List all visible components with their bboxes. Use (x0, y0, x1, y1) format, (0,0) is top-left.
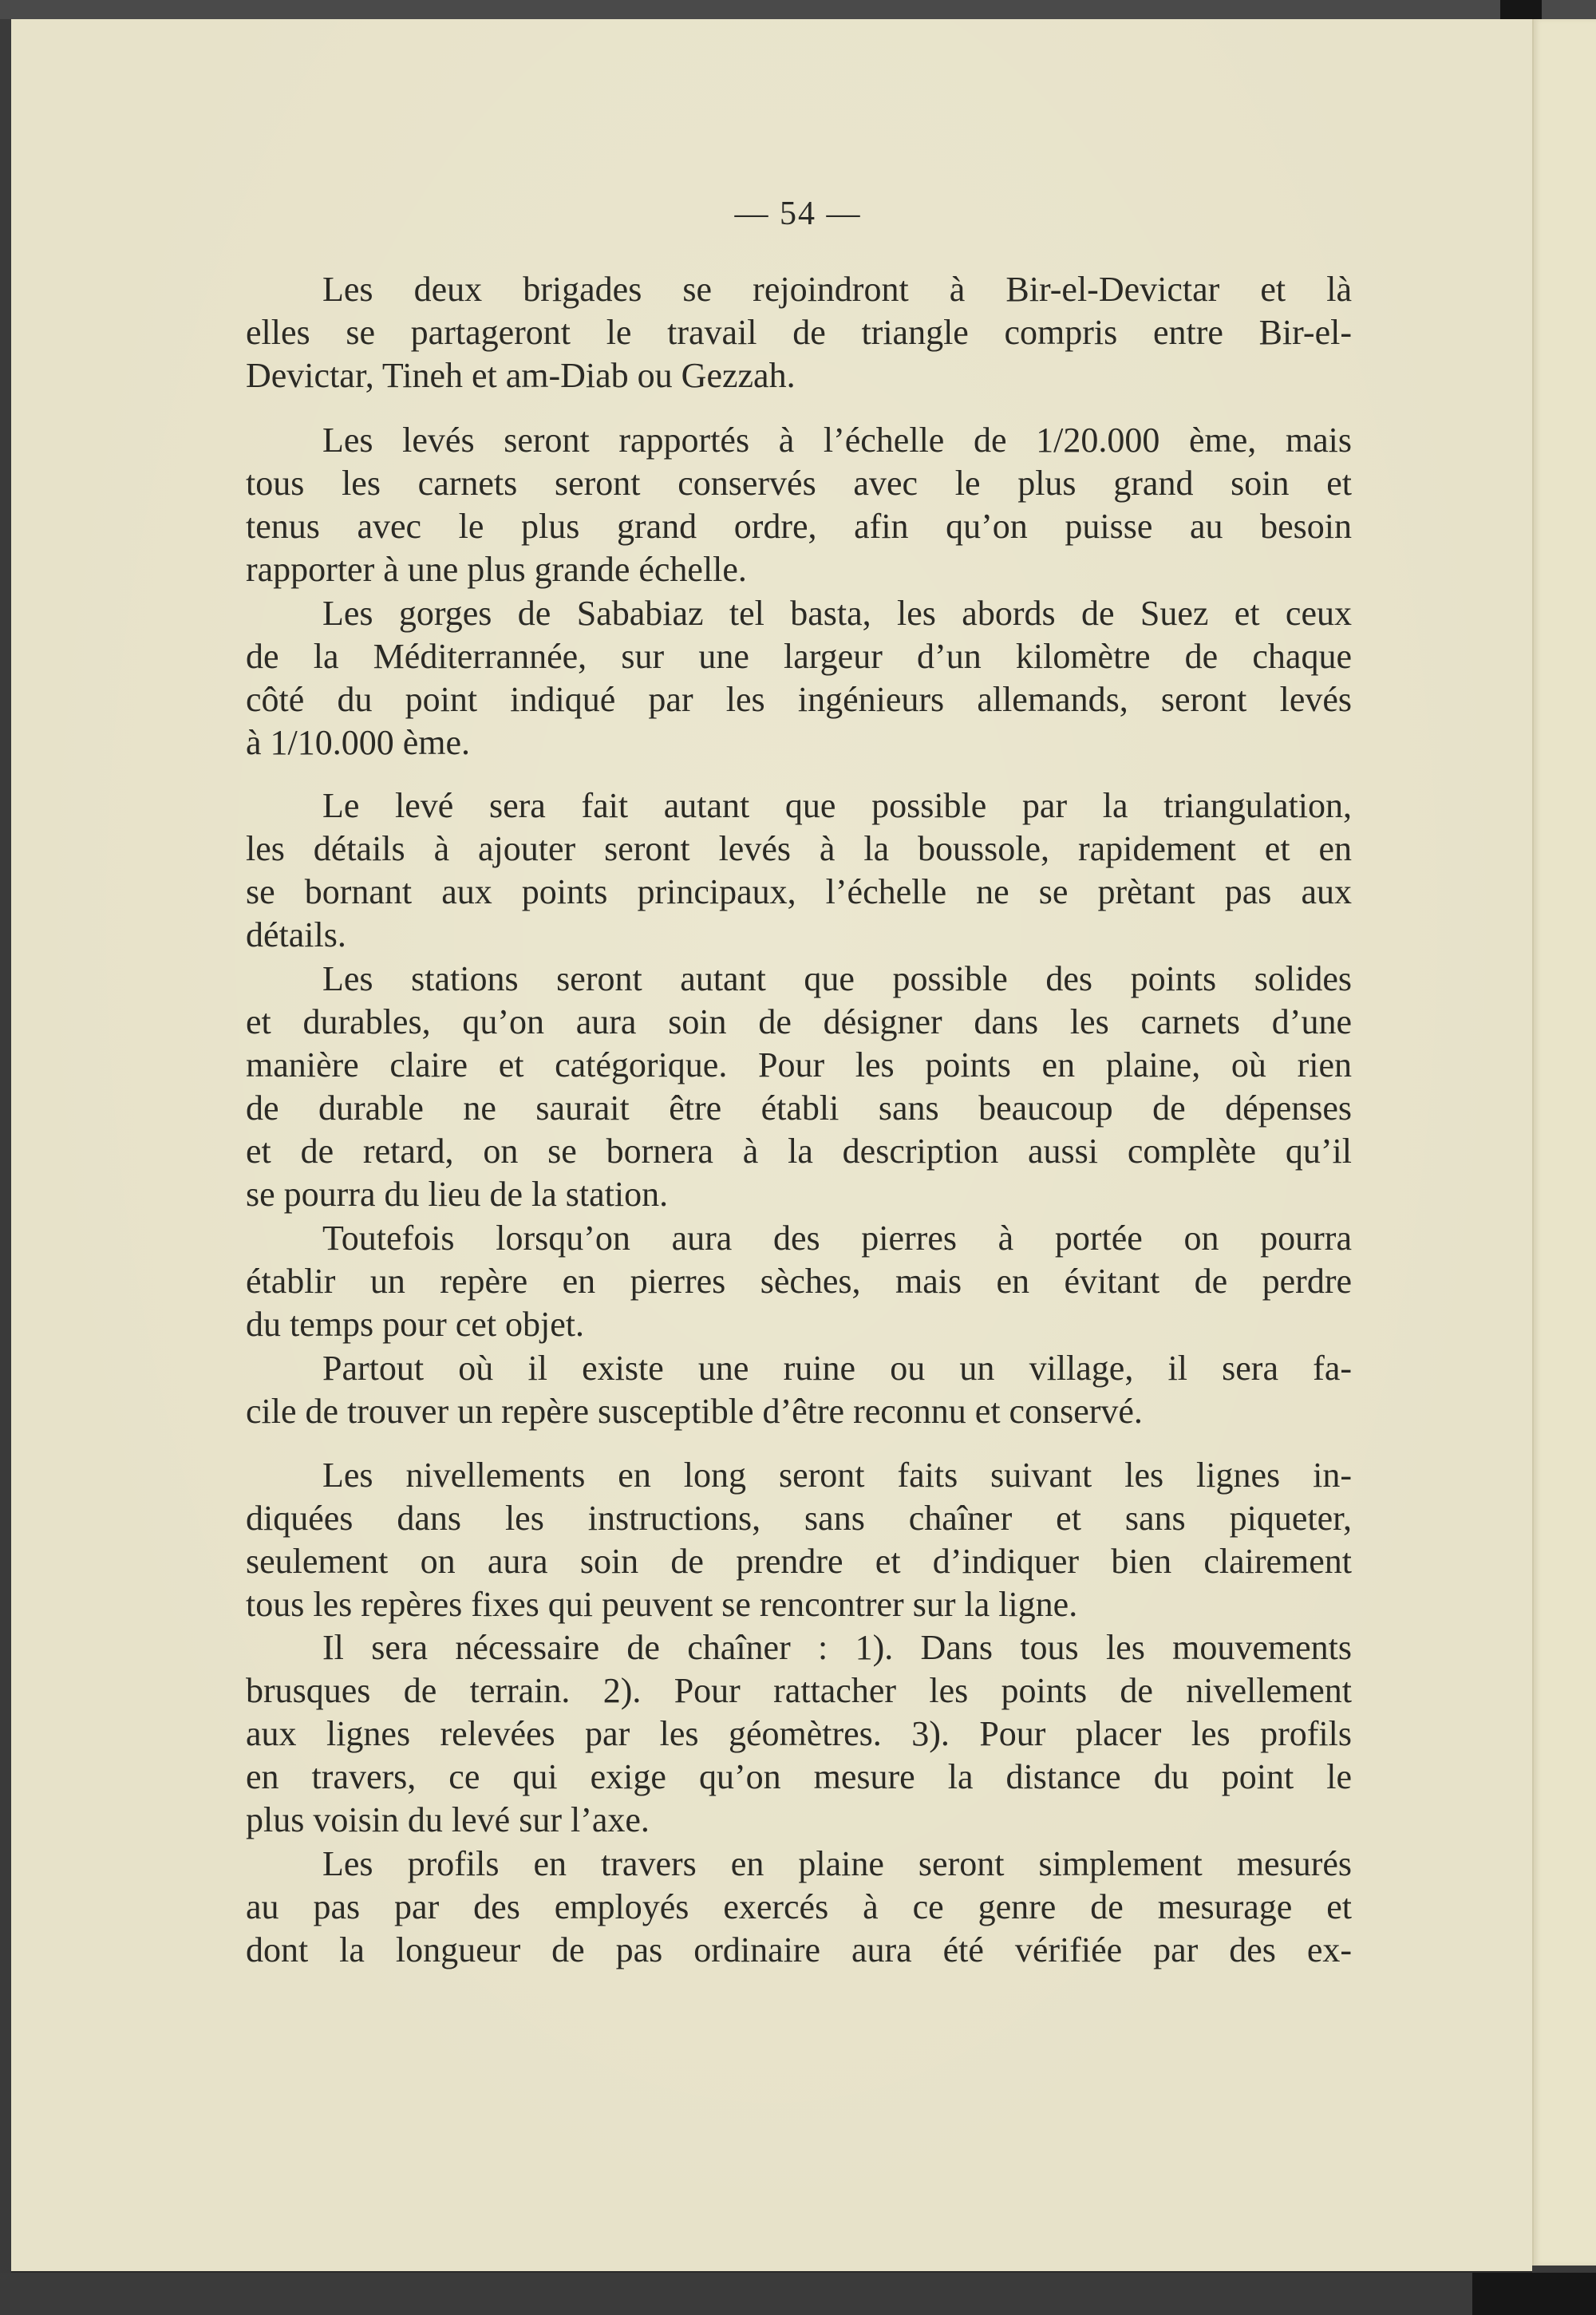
text-line: Devictar, Tineh et am-Diab ou Gezzah. (246, 356, 796, 395)
text-line: seulement on aura soin de prendre et d’indiquer bien clairement (246, 1542, 1352, 1581)
text-line: se bornant aux points principaux, l’échelle ne se prètant pas aux (246, 872, 1352, 911)
text-line: au pas par des employés exercés à ce genre de mesurage et (246, 1887, 1352, 1926)
scan-top-dark-block (1500, 0, 1542, 19)
text-line: du temps pour cet objet. (246, 1305, 585, 1344)
text-line: Toutefois lorsqu’on aura des pierres à portée on pourra (322, 1219, 1352, 1258)
text-line: Le levé sera fait autant que possible par la triangulation, (322, 786, 1352, 825)
text-line: Les levés seront rapportés à l’échelle de 1/20.000 ème, mais (322, 421, 1352, 460)
text-line: Partout où il existe une ruine ou un village, il sera fa- (322, 1349, 1352, 1388)
text-line: Il sera nécessaire de chaîner : 1). Dans tous les mouvements (322, 1628, 1352, 1667)
text-line: manière claire et catégorique. Pour les points en plaine, où rien (246, 1045, 1352, 1084)
text-line: tous les carnets seront conservés avec le plus grand soin et (246, 464, 1352, 503)
scan-left-border (0, 19, 11, 2273)
text-line: rapporter à une plus grande échelle. (246, 550, 747, 589)
text-line: en travers, ce qui exige qu’on mesure la distance du point le (246, 1757, 1352, 1796)
scan-bottom-border (0, 2273, 1596, 2315)
page-number: — 54 — (734, 196, 862, 232)
text-line: elles se partageront le travail de triangle compris entre Bir-el- (246, 313, 1352, 352)
text-line: Les stations seront autant que possible des points solides (322, 959, 1352, 998)
text-line: aux lignes relevées par les géomètres. 3). Pour placer les profils (246, 1714, 1352, 1753)
text-line: Les deux brigades se rejoindront à Bir-el-Devictar et là (322, 270, 1352, 309)
text-line: Les nivellements en long seront faits suivant les lignes in- (322, 1456, 1352, 1495)
text-line: les détails à ajouter seront levés à la boussole, rapidement et en (246, 829, 1352, 868)
text-line: établir un repère en pierres sèches, mais en évitant de perdre (246, 1262, 1352, 1301)
text-line: tenus avec le plus grand ordre, afin qu’on puisse au besoin (246, 507, 1352, 546)
text-line: détails. (246, 915, 346, 954)
text-line: et durables, qu’on aura soin de désigner dans les carnets d’une (246, 1002, 1352, 1041)
text-line: Les profils en travers en plaine seront simplement mesurés (322, 1844, 1352, 1883)
text-line: tous les repères fixes qui peuvent se rencontrer sur la ligne. (246, 1585, 1078, 1624)
text-line: plus voisin du levé sur l’axe. (246, 1800, 650, 1839)
text-line: brusques de terrain. 2). Pour rattacher les points de nivellement (246, 1671, 1352, 1710)
text-line: dont la longueur de pas ordinaire aura été vérifiée par des ex- (246, 1930, 1352, 1969)
text-line: et de retard, on se bornera à la description aussi complète qu’il (246, 1132, 1352, 1171)
text-line: de la Méditerrannée, sur une largeur d’un kilomètre de chaque (246, 637, 1352, 676)
text-line: de durable ne saurait être établi sans beaucoup de dépenses (246, 1088, 1352, 1128)
adjacent-page-edge (1532, 19, 1596, 2266)
scan-bottom-dark-block (1472, 2273, 1596, 2315)
text-line: Les gorges de Sababiaz tel basta, les abords de Suez et ceux (322, 594, 1352, 633)
text-line: côté du point indiqué par les ingénieurs allemands, seront levés (246, 680, 1352, 719)
text-line: à 1/10.000 ème. (246, 723, 471, 762)
text-line: cile de trouver un repère susceptible d’être reconnu et conservé. (246, 1392, 1143, 1431)
text-line: se pourra du lieu de la station. (246, 1175, 669, 1214)
text-line: diquées dans les instructions, sans chaîner et sans piqueter, (246, 1499, 1352, 1538)
scan-top-border (0, 0, 1596, 19)
